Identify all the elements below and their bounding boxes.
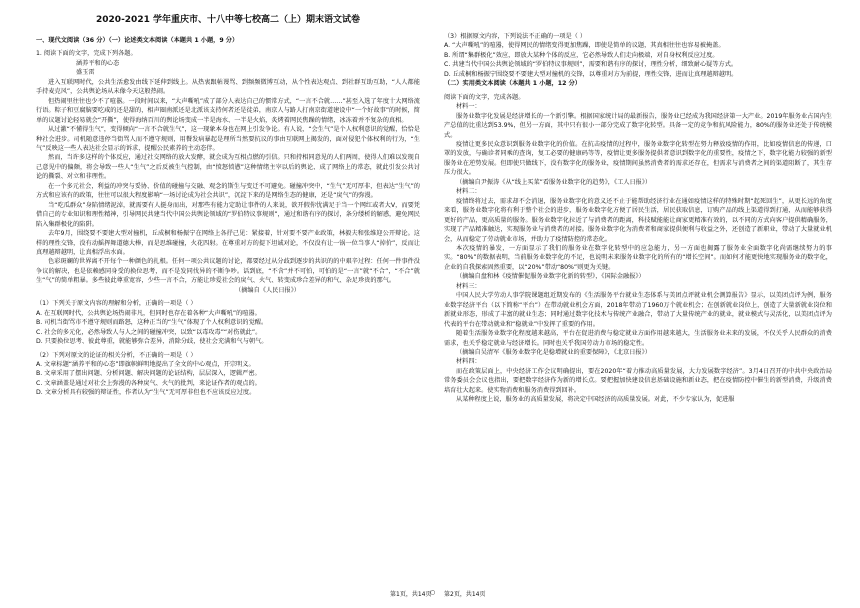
left-column xyxy=(36,36,420,398)
option: C. 社会的多元化，必然导致人与人之间的碰撞冲突，以致“以毒攻毒”“对伤就此”。 xyxy=(36,328,262,336)
material-paragraph: 疫情终将过去，需求却不会消退，服务业数字化的意义还不止于能帮助经济行业在通如疫情这样的特殊时期“起死回生”，从更长远的角度来看，服务业数字化将有利于整个社会的进步，服务业数字化方便了居民生活，居民获取信息，订购产品的线上渠道得到打通，从而能够获得更好的产品，更高质量的服务。服务业数字化拉近了与消费者的距离，科技赋能能让商家更精准有效的，以不同的方式向客户提供精确服务，实现了产品精准触达，实现服务业与消费者的对接。服务业数字化为消费者和商家提供便利与收益之外，还创造了新职业，带动了大量就业机会，从而稳定了劳动就业市场，并助力了疫情防控的常态化。 xyxy=(444,197,832,243)
material-label: 材料一： xyxy=(456,103,481,111)
article-source: （摘编自《人民日报》） xyxy=(235,286,300,294)
right-column xyxy=(444,32,832,405)
option: B. 所谓“集群极化”效应，即放大某种个体的反应，它必然导致人们走向极端，对自身权利反应过度。 xyxy=(444,51,719,59)
question-intro: 阅读下面的文字，完成各题。 xyxy=(444,93,525,101)
material-paragraph: 随着生活服务业数字化程度越来越高，平台在促进消费与稳定就业方面作用越来越大，生活服务业未来的发展，不仅关乎人民群众的消费需求，也关乎稳定就业与经济增长。同时也关乎我国劳动力市场的稳定性。 xyxy=(444,330,832,347)
material-paragraph: 本次疫情的暴发，一方面显示了我们的服务业在数字化转型中的应急能力，另一方面也揭露了服务业全面数字化尚需继续努力的事实。“80%”的数据表明，当前服务业数字化的不足，也说明未来服务业数字化的所有的“增长空间”。而如何才能更快地实现服务业的数字化，企业的自我探索固然重要，以“20%”带动“80%”则更为关键。 xyxy=(444,244,832,271)
page-number-left: 第1页，共14页 xyxy=(390,591,432,598)
article-paragraph: 色彩斑斓的世界离不开每个一种颜色的扎根。任何一项公共议题的讨论，都要经过从分歧到逐步的共识的的中艰辛过程：任何一件事件没争议的解决，也是依赖感同身受的换位思考，而不是发同伐异的不断争吵。话到底，“不含”并不可怕，可怕的是“一言”就“不合”，“不合”就生“气”的简单粗暴。多些彼此尊重宽容，少些一言不合，方能让珍爱社会的戾气、火气、转变成珍合差异的和气、杂足珍贵的那气。 xyxy=(36,258,420,285)
material-label: 材料四： xyxy=(456,358,481,366)
option: C. 文章涵盖是通过对社会上弥漫的各种戾气、火气的批判，来论证作者的观点的。 xyxy=(36,379,261,387)
article-paragraph: 进入互联网时代，公共生活愈发由线下延伸到线上。从热衷跟帖谩骂、到频频微博互动，从个性表达观点、到社群互助互助，“人人都能手持麦克风”，公共舆论场从未像今天这般热闹。 xyxy=(36,78,420,96)
option: D. 只要换位思考、彼此尊重，就能够弥合差异，消除分歧，使社会充满和气与朝气。 xyxy=(36,338,268,346)
option: A. 文章标题“涵养平和的心态”即旗帜鲜明地提出了全文的中心观点，开宗明义。 xyxy=(36,360,255,368)
article-paragraph: 当“吃瓜群众”身陷情绪泥淖，就需要有人挺身而出，对那些有能力定助让事件的人来说，欲开假你忧满足于当一个网红或者大V，而要凭借自己的专业知识和理性精神，引导网民共建当代中国公共舆论领域的“罗伯特议事规则”，通过和谐有序的探讨，条分缕析的解惑，避免网民陷入集群极化的陷阱。 xyxy=(36,201,420,228)
material-source: （摘编自吴清军《服务业数字化是稳增就业的重要保障》，《北京日报》） xyxy=(456,348,651,356)
article-author: 盛玉雷 xyxy=(76,69,95,77)
article-paragraph: 但热闹里往往也少不了喧嚣。一段时间以来，“大声嘶吼”成了部分人表达自己的惯常方式，“一言不合就……”甚至入选了年度十大网络流行语。粽子和豆腐脑要吃咸的还是甜的，相声圈南派还是北派该支持何者还是徒弟，南京人与路人打南京街道建设中“一个好故事”的时候，简单的议题讨论轻易就会“开撕”，使得海纳百川的舆论场变成一半是海水、一半是火焰，炙烤着网民焦躁的情绪，冰冻着并不复杂的真相。 xyxy=(36,97,420,124)
page-divider: ○ xyxy=(430,589,436,596)
section-heading-2: （二）实用类文本阅读（本题共 1 小题，12 分） xyxy=(444,80,581,88)
page-number-right: 第2页，共14页 xyxy=(444,591,486,598)
material-paragraph: 中国人民大学劳动人事学院课题组近期发布的《生活服务平台就业生态体系与美团点评就业机会测算报告》显示，以美团点评为例，服务业数字经济平台（以下简称“平台”）在带动就业机会方面，2018年带动了1960万个就业机会；在创新就业岗位上，创造了大量新就业岗位和新就业形态，形成了丰富的就业生态；同时通过数字化技术与传统产业融合，带动了大量传统产业的就业，就业模式与灵活化，以美团点评为代表的平台在带动就业和“稳就业”中发挥了重要的作用。 xyxy=(444,292,832,328)
question-3: （3）根据原文内容，下列说法不正确的一项是（ ） xyxy=(444,33,587,40)
material-source: （摘编自盘和林《疫情催促服务业数字化新的转型》，《国际金融报》） xyxy=(456,273,645,281)
material-paragraph: 服务业数字化发展是经济增长的一个新引擎。根据国家统计局的最新报告，服务业已经成为我国经济第一大产业。2019年服务业占国内生产总值的比重达到53.9%，但另一方面，其中只有很小一部分完成了数字化转型。具备一定的竞争和抗风险能力，80%的服务业还处于传统模式。 xyxy=(444,112,832,139)
article-title: 涵养平和的心态 xyxy=(76,59,120,67)
material-source: （摘编自尹振涛《从“线上买菜”看服务业数字化的趋势》，《工人日报》） xyxy=(456,178,652,186)
article-paragraph: 然而，当许多这样的个体反应，通过社交网络的放大发酵，就会成为互相点燃的引信。只和持相同意见的人们两周，使得人们难以发现自己意见中的偏颇，将会导致一些人“生气”之后反被生气控制，由“愤怒愤懑”这种情绪主宰以后的舆论、成了网络上的常态，就此引发公共讨论的撕裂、对立和非理性。 xyxy=(36,154,420,181)
question-2: （2）下列对原文的论证的相关分析，不正确的一项是（ ） xyxy=(36,351,197,359)
option: B. 文章采用了摆出问题、分析问题、解决问题的论证结构，层层深入，逻辑严密。 xyxy=(36,370,261,378)
question-1: （1）下列关于原文内容的理解和分析，正确的一项是（ ） xyxy=(36,300,197,308)
option: A. “大声嘶吼”的喧嚣，使得网民的情绪变得更加焦躁，即使是简单的议题，其真相往往也容易被掩盖。 xyxy=(444,42,725,50)
question-intro: 1. 阅读下面的文字，完成下列各题。 xyxy=(36,50,137,58)
option: A. 在互联网时代，公共舆论场热闹非凡，但同时也存在着各种“大声嘶吼”的喧嚣。 xyxy=(36,309,261,317)
article-paragraph: 在一个多元社会，利益的冲突与妥协、价值的碰撞与交融、观念的斯生与变迁不可避免。碰撞冲突中，“生气”无可厚非，但表达“生气”的方式和应该有的政策，往往可以很大程度影响“一场讨论成为社会共识”，沉淀下来的是网络生态的健康，还是“戾气”的弥漫。 xyxy=(36,182,420,200)
material-paragraph: 而在政策层面上，中央经济工作会议明确提出，要在2020年“着力推动高质量发展，大力发展数字经济”。3月4日召开的中共中央政治局常务委员会会议也指出，要把数字经济作为新的增长点。要把握加快建设信息基础设施和新业态，把在疫情防控中催生的新型消费，升级消费培育壮大起来。使实物消费和服务消费得到回补。 xyxy=(444,367,832,394)
material-paragraph: 疫情让更多民众意识到服务业数字化的价值。在抗击疫情的过程中，服务业数字化转型在努力释放疫情的作用，比如疫情信息的传递，口罩的发放，与确诊者同乘的查询，复工必要的健康码等等，疫情让更多服务提供者意识到数字化的重要性，疫情之下，数字化能力较强的新型服务业在逆势发展。但即使只做线下，没有数字化的服务业，疫情期间虽然消费者的需求还存在，但需求与消费者之间的渠道阻断了，其生存压力很大。 xyxy=(444,140,832,177)
exam-title: 2020-2021 学年重庆市、十八中等七校高二（上）期末语文试卷 xyxy=(96,15,360,25)
option: B. 司机当街骂市不遵守规则而路怒，这种正当的“生气”体现了个人权利意识的觉醒。 xyxy=(36,319,268,327)
article-paragraph: 从过激“不懂得生气”，变得倾向“一言不合就生气”，这一现象本身也在网上引发争论。有人说，“会生气”是个人权利意识的觉醒，恰恰是种社会进步。司机随意违停当街骂人而不遵守规则，用餐发病暴起是理所当然要抗议的事由互联网上揭发的，面对侵犯个体权利的行为，“生气”反映这一些人表达社会显示的诉求，提醒公民素养的主动态伴。 xyxy=(36,126,420,152)
article-paragraph: 去年9月，围绕要不要建大型对撞机，丘成桐和杨振宁在网络上各抒己见：紧接着，针对要不要产业政策，林毅夫和张维迎公开辩论。这样的理性交锋，没有动摇挥舞道德大棒，而是思维碰撞，火花四射。在尊重对方的提下坦诚对论，不仅没有让一锅一位当事人“掉价”，反而让真理越辩越明，让真相浮出水面。 xyxy=(36,230,420,256)
section-heading-1: 一、现代文阅读（36 分）（一）论述类文本阅读（本题共 1 小题，9 分） xyxy=(36,37,239,44)
option: D. 丘成桐和杨振宁围绕要不要建大型对撞机的交锋，以尊重对方为前提，理性交锋，进而让真理越辩越明。 xyxy=(444,70,738,78)
material-paragraph: 从某种程度上说，服务业的高质量发展，将决定中国经济的高质量发展。对此，不少专家认为，促进服 xyxy=(456,396,735,404)
option: D. 文章分析具有较强的辩证性，作者认为“生气”无可厚非但也不应该反应过度。 xyxy=(36,389,256,397)
option: C. 共建当代中国公共舆论领域的“罗伯特议事规则”，需要和谐有序的探讨，理性分析，细致耐心疑等方式。 xyxy=(444,61,738,69)
material-label: 材料二： xyxy=(456,188,481,196)
material-label: 材料三： xyxy=(456,282,481,290)
